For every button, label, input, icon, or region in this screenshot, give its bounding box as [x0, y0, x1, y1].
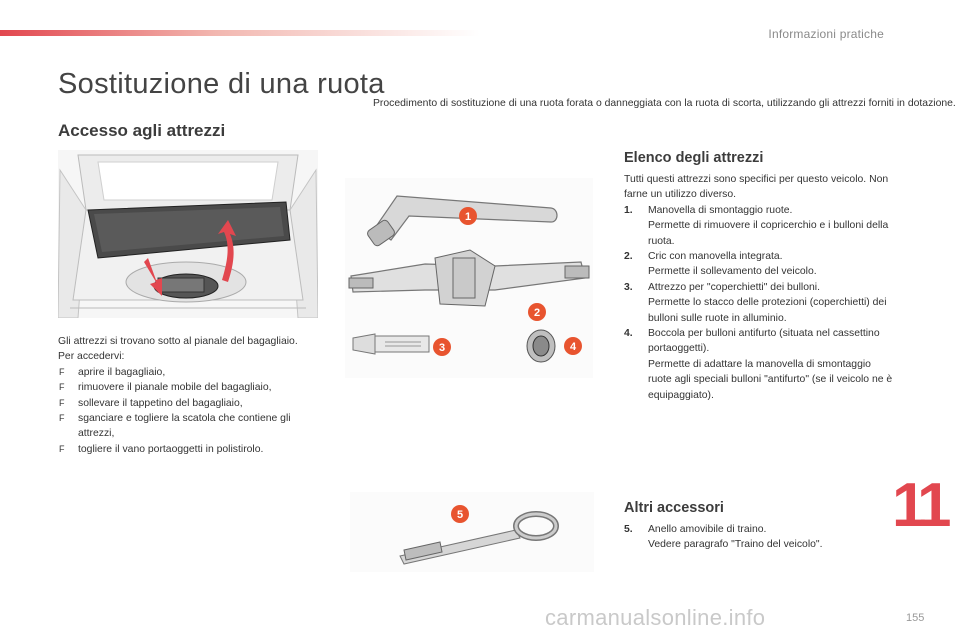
tools-intro: Tutti questi attrezzi sono specifici per questo veicolo. Non farne un utilizzo diverso. [624, 174, 889, 201]
tool-number: 2. [624, 251, 633, 263]
bullet-icon: F [59, 366, 65, 377]
svg-text:3: 3 [438, 342, 446, 354]
callout-4-icon [564, 337, 582, 355]
bullet-icon: F [59, 382, 65, 393]
tool-desc: Permette di rimuovere il copricerchio e i bulloni della ruota. [648, 220, 889, 247]
tools-illustration [345, 178, 593, 378]
callout-1-icon [459, 207, 477, 225]
access-text-line2: Per accedervi: [58, 351, 125, 363]
section-label: Informazioni pratiche [768, 27, 884, 41]
access-step [58, 442, 320, 457]
tool-name: Cric con manovella integrata. [648, 251, 783, 263]
tool-item [624, 326, 894, 403]
accessory-item [624, 522, 894, 553]
tool-number: 3. [624, 281, 633, 293]
svg-text:1: 1 [464, 211, 472, 223]
access-instructions [58, 334, 320, 457]
bullet-icon: F [59, 413, 65, 424]
intro-text: Procedimento di sostituzione di una ruota forata o danneggiata con la ruota di scorta, utilizzando gli attrezzi forniti in dotazione. [373, 98, 956, 109]
svg-text:5: 5 [456, 509, 464, 521]
access-step-text: sollevare il tappetino del bagagliaio, [78, 397, 243, 409]
page-title: Sostituzione di una ruota [58, 68, 385, 100]
page-number: 155 [906, 612, 925, 624]
tool-name: Manovella di smontaggio ruote. [648, 204, 793, 216]
watermark: carmanualsonline.info [545, 605, 766, 630]
access-step-text: sganciare e togliere la scatola che contiene gli attrezzi, [78, 413, 291, 440]
access-step-text: rimuovere il pianale mobile del bagagliaio, [78, 382, 272, 394]
access-heading: Accesso agli attrezzi [58, 121, 226, 140]
callout-2-icon [528, 303, 546, 321]
tool-number: 1. [624, 204, 633, 216]
access-text-line1: Gli attrezzi si trovano sotto al pianale del bagagliaio. [58, 336, 298, 347]
accessory-name: Anello amovibile di traino. [648, 524, 767, 535]
access-step [58, 365, 320, 380]
accessories-heading: Altri accessori [624, 500, 724, 516]
tool-item [624, 203, 894, 249]
tools-list [624, 203, 894, 403]
access-step-text: aprire il bagagliaio, [78, 366, 166, 378]
trunk-illustration [58, 150, 318, 318]
towing-ring-illustration [350, 492, 594, 572]
tool-desc: Permette lo stacco delle protezioni (coperchietti) dei bulloni sulle ruote in alluminio. [648, 297, 887, 324]
tools-heading: Elenco degli attrezzi [624, 150, 764, 166]
chapter-number: 11 [892, 471, 946, 540]
bullet-icon: F [59, 443, 65, 454]
tool-name: Attrezzo per "coperchietti" dei bulloni. [648, 281, 820, 293]
callout-3-icon [433, 338, 451, 356]
access-step-text: togliere il vano portaoggetti in polistirolo. [78, 443, 264, 455]
accessories-section [624, 522, 894, 553]
tool-number: 4. [624, 328, 633, 340]
callout-5-icon [451, 505, 469, 523]
tool-item [624, 280, 894, 326]
tool-item [624, 249, 894, 280]
access-step [58, 380, 320, 395]
tool-desc: Permette di adattare la manovella di smontaggio ruote agli speciali bulloni "antifurto" (se il veicolo ne è equipaggiato). [648, 358, 893, 401]
tool-desc: Permette il sollevamento del veicolo. [648, 266, 817, 278]
tools-section [624, 172, 894, 403]
access-steps-list [58, 365, 320, 457]
header-accent-bar [0, 30, 480, 36]
bullet-icon: F [59, 397, 65, 408]
svg-text:2: 2 [533, 307, 541, 319]
tool-name: Boccola per bulloni antifurto (situata nel cassettino portaoggetti). [648, 328, 880, 355]
accessory-number: 5. [624, 524, 633, 535]
svg-text:4: 4 [569, 341, 577, 353]
accessories-list [624, 522, 894, 553]
access-step [58, 411, 320, 442]
accessory-desc: Vedere paragrafo "Traino del veicolo". [648, 539, 823, 551]
access-step [58, 396, 320, 411]
